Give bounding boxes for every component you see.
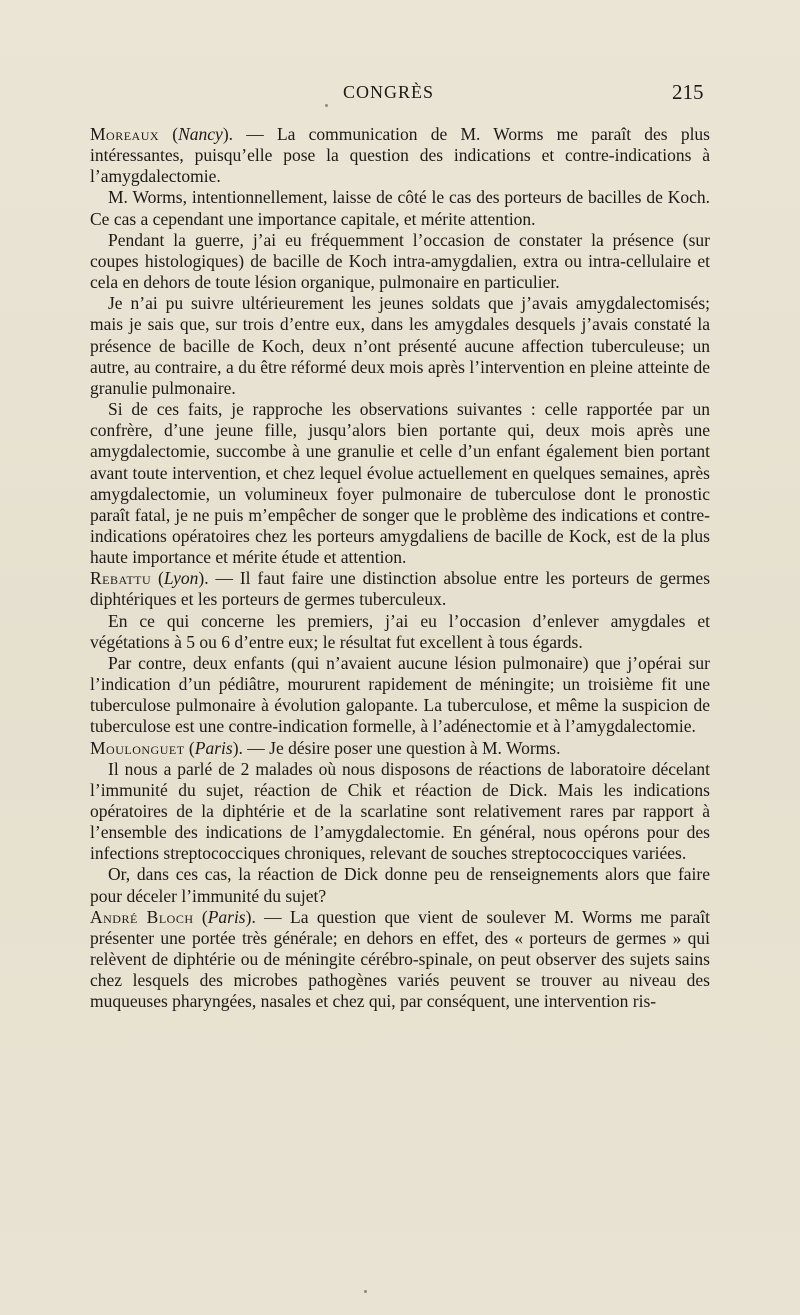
paragraph-andre-bloch	[90, 907, 710, 1013]
page-number: 215	[672, 80, 704, 104]
running-head: CONGRÈS	[343, 82, 435, 102]
paragraph-moreaux	[90, 124, 710, 187]
speaker-city: Paris	[207, 906, 246, 927]
punctuation: (	[151, 568, 164, 589]
speaker-city: Paris	[194, 737, 233, 758]
punctuation: ). —	[232, 737, 270, 758]
paragraph-text: Il faut faire une distinction absolue entre les porteurs de germes diphtériques et les porteurs de germes tuberculeux.	[90, 568, 711, 610]
punctuation: ). —	[222, 124, 277, 144]
paragraph: M. Worms, intentionnellement, laisse de côté le cas des porteurs de bacilles de Koch. Ce cas a cependant une importance capitale, et mérite attention.	[90, 187, 710, 229]
article-body	[90, 124, 710, 1013]
paragraph-moulonguet	[90, 738, 710, 759]
paragraph: Par contre, deux enfants (qui n’avaient aucune lésion pulmonaire) que j’opérai sur l’indication d’un pédiâtre, moururent rapidement de méningite; un troisième fit une tuberculose pulmonaire à évolution galopante. La tuberculose, et même la suspicion de tuberculose est une contre-indication formelle, à l’adénectomie et à l’amygdalectomie.	[90, 652, 710, 737]
punctuation: (	[159, 124, 179, 144]
paragraph-text: La communication de M. Worms me paraît des plus intéressantes, puisqu’elle pose la question des indications et contre-indications à l’amygdalectomie.	[90, 124, 710, 187]
paragraph-rebattu	[90, 568, 710, 610]
punctuation: (	[193, 906, 208, 927]
page-header	[0, 82, 800, 112]
speaker-name: Moreaux	[90, 124, 160, 144]
speaker-city: Nancy	[178, 124, 223, 144]
punctuation: ). —	[245, 906, 291, 927]
paragraph-text: La question que vient de soulever M. Worms me paraît présenter une portée très générale; en dehors en effet, des « porteurs de germes » qui relèvent de diphtérie ou de méningite cérébro-spinale, on peut observer des sujets sains chez lesquels des microbes pathogènes variés peuvent se trouver au niveau des muqueuses pharyngées, nasales et chez qui, par conséquent, une intervention ris-	[90, 906, 710, 1012]
speaker-name: André Bloch	[90, 906, 194, 927]
punctuation: (	[184, 737, 195, 758]
paragraph: En ce qui concerne les premiers, j’ai eu l’occasion d’enlever amygdales et végétations à 5 ou 6 d’entre eux; le résultat fut excellent à tous égards.	[90, 610, 710, 652]
paragraph: Il nous a parlé de 2 malades où nous disposons de réactions de laboratoire décelant l’immunité du sujet, réaction de Chik et réaction de Dick. Mais les indications opératoires de la diphtérie et de la scarlatine sont relativement rares par rapport à l’ensemble des indications de l’amygdalectomie. En général, nous opérons pour des infections streptococciques chroniques, relevant de souches streptococciques variées.	[90, 758, 710, 864]
print-speck	[364, 1290, 367, 1293]
paragraph: Si de ces faits, je rapproche les observations suivantes : celle rapportée par un confrère, d’une jeune fille, jusqu’alors bien portante qui, deux mois après une amygdalectomie, succombe à une granulie et celle d’un enfant également bien portant avant toute intervention, et chez lequel évolue actuellement en quelques semaines, après amygdalectomie, un volumineux foyer pulmonaire de tuberculose dont le pronostic paraît fatal, je ne puis m’empêcher de songer que le problème des indications et contre-indications opératoires chez les porteurs amygdaliens de bacille de Kock, est de la plus haute importance et mérite étude et attention.	[90, 399, 710, 568]
punctuation: ). —	[198, 568, 240, 589]
speaker-city: Lyon	[163, 568, 199, 589]
speaker-name: Moulonguet	[90, 737, 185, 758]
paragraph-text: Je désire poser une question à M. Worms.	[269, 737, 561, 758]
paragraph: Or, dans ces cas, la réaction de Dick donne peu de renseignements alors que faire pour déceler l’immunité du sujet?	[90, 864, 710, 906]
speaker-name: Rebattu	[90, 568, 152, 589]
print-speck	[325, 104, 328, 107]
paragraph: Pendant la guerre, j’ai eu fréquemment l’occasion de constater la présence (sur coupes histologiques) de bacille de Koch intra-amygdalien, extra ou intra-cellulaire et cela en dehors de toute lésion organique, pulmonaire en particulier.	[90, 229, 710, 293]
paragraph: Je n’ai pu suivre ultérieurement les jeunes soldats que j’avais amygdalectomisés; mais je sais que, sur trois d’entre eux, dans les amygdales desquels j’avais constaté la présence de bacille de Koch, deux n’ont présenté aucune affection tuberculeuse; un autre, au contraire, a du être réformé deux mois après l’intervention en pleine atteinte de granulie pulmonaire.	[90, 293, 710, 398]
